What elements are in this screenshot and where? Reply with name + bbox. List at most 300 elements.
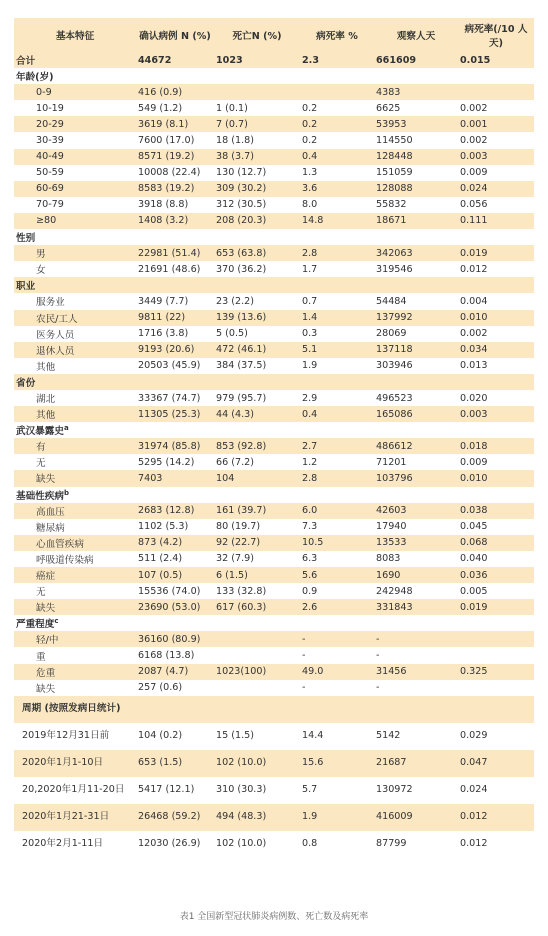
row-label: 2020年1月1-10日 xyxy=(14,750,136,777)
cell-person-days: - xyxy=(376,682,380,694)
row-label: 女 xyxy=(36,265,46,277)
cell-mortality-rate: 0.003 xyxy=(458,149,534,165)
total-deaths: 1023 xyxy=(214,52,300,68)
table-row xyxy=(14,647,534,663)
cell-person-days: 1690 xyxy=(374,567,458,583)
row-label: 湖北 xyxy=(36,394,56,406)
header-cell: 病死率(/10 人天) xyxy=(458,18,534,52)
cell-cfr: 5.6 xyxy=(300,567,374,583)
row-label: 男 xyxy=(14,245,136,261)
row-label: 糖尿病 xyxy=(36,522,65,534)
row-label: 60-69 xyxy=(14,181,136,197)
cell-cfr: 1.9 xyxy=(300,804,374,831)
cell-deaths: 309 (30.2) xyxy=(214,181,300,197)
row-label: 高血压 xyxy=(14,503,136,519)
cell-cases: 26468 (59.2) xyxy=(136,804,214,831)
row-label: 缺失 xyxy=(14,599,136,615)
cell-person-days: 331843 xyxy=(374,599,458,615)
total-row xyxy=(14,52,534,68)
cell-cases: 873 (4.2) xyxy=(136,535,214,551)
row-label: 70-79 xyxy=(36,199,64,211)
empty-cell xyxy=(458,487,534,503)
cell-person-days: 21687 xyxy=(374,750,458,777)
cell-cases: 11305 (25.3) xyxy=(136,406,214,422)
cell-deaths: 161 (39.7) xyxy=(214,503,300,519)
cell-mortality-rate: 0.024 xyxy=(458,181,534,197)
empty-cell xyxy=(136,277,214,293)
cell-cases: 416 (0.9) xyxy=(136,84,214,100)
table-row xyxy=(14,390,534,406)
row-label: 农民/工人 xyxy=(14,310,136,326)
row-label: 2020年2月1-11日 xyxy=(22,838,104,850)
cell-person-days: 8083 xyxy=(376,553,401,565)
cell-mortality-rate xyxy=(458,84,534,100)
table-row xyxy=(14,664,534,680)
row-label: 癌症 xyxy=(14,567,136,583)
cell-person-days: 42603 xyxy=(374,503,458,519)
table-row xyxy=(14,100,534,116)
cell-person-days: 242948 xyxy=(376,585,413,597)
cell-mortality-rate: 0.010 xyxy=(458,470,534,486)
cell-cfr: 0.4 xyxy=(300,149,374,165)
table-row xyxy=(14,470,534,486)
cell-cases: 104 (0.2) xyxy=(138,730,183,742)
cell-deaths xyxy=(214,647,300,663)
cropped-top-text xyxy=(0,0,548,16)
table-row xyxy=(14,583,534,599)
cell-cfr: 14.8 xyxy=(300,213,374,229)
row-label: 0-9 xyxy=(14,84,136,100)
cell-mortality-rate: 0.019 xyxy=(458,245,534,261)
cell-deaths: 7 (0.7) xyxy=(214,116,300,132)
cell-mortality-rate: 0.002 xyxy=(460,328,488,340)
cell-person-days: 137118 xyxy=(374,342,458,358)
cell-mortality-rate: 0.001 xyxy=(458,116,534,132)
cell-mortality-rate: 0.047 xyxy=(458,750,534,777)
cell-cfr: 1.9 xyxy=(302,360,318,372)
row-label: 2020年1月21-31日 xyxy=(14,804,136,831)
cell-cases: 10008 (22.4) xyxy=(138,167,201,179)
table-row xyxy=(14,132,534,148)
table-caption: 表1 全国新型冠状肺炎病例数、死亡数及病死率 xyxy=(179,912,369,922)
cell-cases: 3619 (8.1) xyxy=(136,116,214,132)
cell-cfr: 0.8 xyxy=(302,838,318,850)
cell-cases: 31974 (85.8) xyxy=(136,438,214,454)
cell-cases: 8583 (19.2) xyxy=(136,181,214,197)
cell-cfr: - xyxy=(302,650,306,662)
table-row xyxy=(14,181,534,197)
cell-cfr: 5.1 xyxy=(300,342,374,358)
total-cfr: 2.3 xyxy=(300,52,374,68)
cell-deaths: 1 (0.1) xyxy=(216,102,248,114)
row-label: 呼吸道传染病 xyxy=(36,554,94,566)
section-header-occupation xyxy=(14,277,534,293)
table-row xyxy=(14,454,534,470)
empty-cell xyxy=(214,422,300,438)
cell-mortality-rate: 0.013 xyxy=(460,360,488,372)
section-title: 周期 (按照发病日统计) xyxy=(14,696,534,723)
header-cell: 死亡N (%) xyxy=(214,18,300,52)
row-label: 无 xyxy=(36,458,46,470)
row-label: 50-59 xyxy=(36,167,64,179)
table-row xyxy=(14,567,534,583)
section-header-age xyxy=(14,68,534,84)
cell-mortality-rate: 0.003 xyxy=(458,406,534,422)
empty-cell xyxy=(136,422,214,438)
row-label: 缺失 xyxy=(36,683,56,695)
row-label: 心血管疾病 xyxy=(14,535,136,551)
row-label: 重 xyxy=(36,651,46,663)
cell-deaths: 104 xyxy=(214,470,300,486)
cell-cfr: 8.0 xyxy=(302,199,318,211)
row-label: 轻/中 xyxy=(14,631,136,647)
cell-deaths: 92 (22.7) xyxy=(214,535,300,551)
cell-mortality-rate xyxy=(458,680,534,696)
empty-cell xyxy=(300,68,374,84)
cell-mortality-rate: 0.009 xyxy=(460,456,488,468)
empty-cell xyxy=(300,229,374,245)
cell-deaths: 208 (20.3) xyxy=(214,213,300,229)
total-mortality-rate: 0.015 xyxy=(458,52,534,68)
cell-person-days: 342063 xyxy=(374,245,458,261)
cell-mortality-rate xyxy=(458,647,534,663)
cell-cases: 33367 (74.7) xyxy=(138,392,201,404)
table-row xyxy=(14,438,534,454)
header-cell: 确认病例 N (%) xyxy=(136,18,214,52)
cell-person-days: 71201 xyxy=(376,456,407,468)
cell-person-days: - xyxy=(374,631,458,647)
cell-cases: 2683 (12.8) xyxy=(136,503,214,519)
table-row xyxy=(14,261,534,277)
cell-deaths: 102 (10.0) xyxy=(216,838,267,850)
cell-person-days: 53953 xyxy=(374,116,458,132)
cell-deaths: 130 (12.7) xyxy=(216,167,267,179)
empty-cell xyxy=(300,487,374,503)
table-row xyxy=(14,245,534,261)
cell-mortality-rate: 0.002 xyxy=(460,102,488,114)
cell-person-days: 496523 xyxy=(376,392,413,404)
cell-cases: 511 (2.4) xyxy=(138,553,183,565)
cell-mortality-rate: 0.002 xyxy=(460,135,488,147)
empty-cell xyxy=(374,374,458,390)
cell-cases: 6168 (13.8) xyxy=(138,650,195,662)
table-row xyxy=(14,551,534,567)
cell-deaths: 617 (60.3) xyxy=(214,599,300,615)
cell-person-days: 303946 xyxy=(376,360,413,372)
section-header-wuhan xyxy=(14,422,534,438)
cell-deaths: 384 (37.5) xyxy=(216,360,267,372)
cell-cases: 36160 (80.9) xyxy=(136,631,214,647)
cell-cfr: 0.2 xyxy=(302,135,318,147)
cell-deaths: 66 (7.2) xyxy=(216,456,255,468)
empty-cell xyxy=(300,277,374,293)
table-row xyxy=(14,406,534,422)
cell-cases: 22981 (51.4) xyxy=(136,245,214,261)
section-title-text: 武汉暴露史 xyxy=(16,426,64,438)
cell-person-days: 18671 xyxy=(374,213,458,229)
empty-cell xyxy=(300,374,374,390)
cell-cfr: 15.6 xyxy=(300,750,374,777)
cell-person-days: 54484 xyxy=(376,295,407,307)
section-title: 年龄(岁) xyxy=(16,72,54,84)
empty-cell xyxy=(374,615,458,631)
row-label: 危重 xyxy=(14,664,136,680)
cell-deaths xyxy=(214,631,300,647)
cell-cases: 107 (0.5) xyxy=(136,567,214,583)
data-table xyxy=(14,18,534,858)
table-row xyxy=(14,197,534,213)
table-row xyxy=(14,116,534,132)
cell-cases: 1102 (5.3) xyxy=(138,521,189,533)
empty-cell xyxy=(300,615,374,631)
header-row xyxy=(14,18,534,52)
table-row xyxy=(14,777,534,804)
cell-cfr: 7.3 xyxy=(302,521,318,533)
table-row xyxy=(14,723,534,750)
cell-cases: 653 (1.5) xyxy=(136,750,214,777)
cell-deaths: 653 (63.8) xyxy=(214,245,300,261)
cell-mortality-rate: 0.045 xyxy=(460,521,488,533)
cell-person-days: 165086 xyxy=(374,406,458,422)
cell-mortality-rate: 0.020 xyxy=(460,392,488,404)
empty-cell xyxy=(136,229,214,245)
section-title-text: 基础性疾病 xyxy=(16,490,64,502)
table-row xyxy=(14,358,534,374)
empty-cell xyxy=(214,68,300,84)
table-row xyxy=(14,213,534,229)
cell-cfr: 0.2 xyxy=(300,116,374,132)
table-row xyxy=(14,149,534,165)
row-label: 退休人员 xyxy=(14,342,136,358)
empty-cell xyxy=(458,68,534,84)
empty-cell xyxy=(374,277,458,293)
cell-cfr: 0.9 xyxy=(302,585,318,597)
total-label: 合计 xyxy=(14,52,136,68)
cell-mortality-rate: 0.029 xyxy=(460,730,488,742)
empty-cell xyxy=(374,487,458,503)
cell-deaths: 1023(100) xyxy=(214,664,300,680)
cell-mortality-rate: 0.018 xyxy=(458,438,534,454)
row-label: 其他 xyxy=(36,361,56,373)
cell-mortality-rate: 0.009 xyxy=(460,167,488,179)
cell-deaths: 133 (32.8) xyxy=(216,585,267,597)
section-header-province xyxy=(14,374,534,390)
table-row xyxy=(14,831,534,858)
cell-mortality-rate: 0.040 xyxy=(460,553,488,565)
cell-person-days: 13533 xyxy=(374,535,458,551)
cell-deaths: 23 (2.2) xyxy=(216,295,255,307)
cell-mortality-rate: 0.019 xyxy=(458,599,534,615)
cell-mortality-rate xyxy=(458,631,534,647)
footnote-marker: c xyxy=(54,617,59,626)
section-header-severity xyxy=(14,615,534,631)
cell-cfr: 0.3 xyxy=(302,328,318,340)
cell-cases: 9193 (20.6) xyxy=(136,342,214,358)
cell-mortality-rate: 0.034 xyxy=(458,342,534,358)
empty-cell xyxy=(374,422,458,438)
empty-cell xyxy=(458,422,534,438)
cell-cfr: 5.7 xyxy=(302,784,318,796)
cell-cfr: 0.7 xyxy=(302,295,318,307)
cell-deaths: 15 (1.5) xyxy=(216,730,255,742)
section-title: 性别 xyxy=(16,233,36,245)
row-label: 服务业 xyxy=(36,297,65,309)
table-row xyxy=(14,535,534,551)
empty-cell xyxy=(458,229,534,245)
cell-person-days: 137992 xyxy=(374,310,458,326)
cell-mortality-rate: 0.036 xyxy=(458,567,534,583)
cell-mortality-rate: 0.010 xyxy=(458,310,534,326)
footnote-marker: b xyxy=(63,488,69,497)
cell-mortality-rate: 0.012 xyxy=(458,804,534,831)
cell-deaths: 310 (30.3) xyxy=(216,784,267,796)
cell-person-days: 416009 xyxy=(374,804,458,831)
cell-cases: 1408 (3.2) xyxy=(136,213,214,229)
cell-mortality-rate: 0.024 xyxy=(460,784,488,796)
empty-cell xyxy=(214,229,300,245)
empty-cell xyxy=(136,374,214,390)
table-row xyxy=(14,165,534,181)
cell-mortality-rate: 0.111 xyxy=(458,213,534,229)
header-cell: 基本特征 xyxy=(14,18,136,52)
table-row xyxy=(14,599,534,615)
table-row xyxy=(14,310,534,326)
cell-deaths: 44 (4.3) xyxy=(214,406,300,422)
cell-cfr: 2.9 xyxy=(302,392,318,404)
empty-cell xyxy=(214,487,300,503)
row-label: 10-19 xyxy=(36,102,64,114)
row-label: 有 xyxy=(14,438,136,454)
cell-deaths: 32 (7.9) xyxy=(216,553,255,565)
cell-person-days: 17940 xyxy=(376,521,407,533)
empty-cell xyxy=(136,487,214,503)
cell-deaths xyxy=(214,84,300,100)
cell-deaths: 139 (13.6) xyxy=(214,310,300,326)
cell-cfr: 0.2 xyxy=(302,102,318,114)
cell-deaths: 494 (48.3) xyxy=(214,804,300,831)
table-row xyxy=(14,503,534,519)
row-label: 无 xyxy=(36,587,46,599)
cell-deaths: 5 (0.5) xyxy=(216,328,248,340)
cell-person-days: 486612 xyxy=(374,438,458,454)
header-cell: 病死率 % xyxy=(300,18,374,52)
row-label: 医务人员 xyxy=(36,329,75,341)
cell-person-days: 87799 xyxy=(376,838,407,850)
table-row xyxy=(14,804,534,831)
row-label: 20,2020年1月11-20日 xyxy=(22,784,125,796)
header-cell: 观察人天 xyxy=(374,18,458,52)
total-cases: 44672 xyxy=(136,52,214,68)
cell-person-days: 151059 xyxy=(376,167,413,179)
table-row xyxy=(14,631,534,647)
empty-cell xyxy=(214,277,300,293)
table-row xyxy=(14,342,534,358)
cell-cases: 7600 (17.0) xyxy=(138,135,195,147)
cell-deaths: 312 (30.5) xyxy=(216,199,267,211)
table-row xyxy=(14,293,534,309)
cell-cases: 9811 (22) xyxy=(136,310,214,326)
empty-cell xyxy=(214,615,300,631)
cell-mortality-rate: 0.325 xyxy=(458,664,534,680)
cell-person-days: 114550 xyxy=(376,135,413,147)
section-title xyxy=(14,615,136,631)
table-row xyxy=(14,680,534,696)
cell-cases: 1716 (3.8) xyxy=(138,328,189,340)
cell-cfr: 1.4 xyxy=(300,310,374,326)
cell-deaths: 102 (10.0) xyxy=(214,750,300,777)
cell-cfr: - xyxy=(302,682,306,694)
cell-person-days: 128448 xyxy=(374,149,458,165)
cell-mortality-rate: 0.056 xyxy=(460,199,488,211)
row-label: 30-39 xyxy=(36,135,64,147)
cell-cfr: - xyxy=(300,631,374,647)
row-label: ≥80 xyxy=(14,213,136,229)
table-row xyxy=(14,84,534,100)
cell-deaths xyxy=(214,680,300,696)
cell-person-days: 4383 xyxy=(374,84,458,100)
row-label: 2019年12月31日前 xyxy=(22,730,110,742)
cell-cfr: 6.3 xyxy=(302,553,318,565)
empty-cell xyxy=(214,374,300,390)
section-header-period xyxy=(14,696,534,723)
cell-deaths: 853 (92.8) xyxy=(214,438,300,454)
cell-mortality-rate: 0.038 xyxy=(458,503,534,519)
cell-deaths: 6 (1.5) xyxy=(214,567,300,583)
section-title: 省份 xyxy=(14,374,136,390)
cell-cfr: 0.4 xyxy=(300,406,374,422)
cell-cases: 5295 (14.2) xyxy=(138,456,195,468)
cell-cases: 15536 (74.0) xyxy=(138,585,201,597)
cell-deaths: 38 (3.7) xyxy=(214,149,300,165)
cell-cases: 2087 (4.7) xyxy=(136,664,214,680)
cell-cfr: 1.7 xyxy=(302,263,318,275)
cell-cases: 3918 (8.8) xyxy=(138,199,189,211)
cell-cases: 5417 (12.1) xyxy=(138,784,195,796)
cell-cases: 3449 (7.7) xyxy=(138,295,189,307)
empty-cell xyxy=(458,615,534,631)
cell-cfr: 2.8 xyxy=(300,470,374,486)
cell-deaths: 18 (1.8) xyxy=(216,135,255,147)
cell-cases: 7403 xyxy=(136,470,214,486)
cell-cfr: 49.0 xyxy=(300,664,374,680)
cell-mortality-rate: 0.068 xyxy=(458,535,534,551)
cell-cases: 257 (0.6) xyxy=(138,682,183,694)
cell-deaths: 370 (36.2) xyxy=(216,263,267,275)
cell-cases: 8571 (19.2) xyxy=(136,149,214,165)
section-title xyxy=(14,422,136,438)
cell-mortality-rate: 0.012 xyxy=(460,838,488,850)
table-row xyxy=(14,750,534,777)
cell-cfr: 14.4 xyxy=(302,730,324,742)
cell-person-days: 130972 xyxy=(376,784,413,796)
section-title-text: 严重程度 xyxy=(16,619,55,631)
section-title xyxy=(14,487,136,503)
cell-cases: 21691 (48.6) xyxy=(138,263,201,275)
cell-cfr xyxy=(300,84,374,100)
cell-cases: 20503 (45.9) xyxy=(138,360,201,372)
cell-cfr: 10.5 xyxy=(300,535,374,551)
cell-person-days: - xyxy=(376,650,380,662)
empty-cell xyxy=(458,277,534,293)
cell-cfr: 2.7 xyxy=(300,438,374,454)
empty-cell xyxy=(374,68,458,84)
section-title: 职业 xyxy=(14,277,136,293)
section-header-comorbid xyxy=(14,487,534,503)
row-label: 20-29 xyxy=(14,116,136,132)
cell-mortality-rate: 0.005 xyxy=(460,585,488,597)
cell-person-days: 103796 xyxy=(374,470,458,486)
cell-cfr: 3.6 xyxy=(300,181,374,197)
